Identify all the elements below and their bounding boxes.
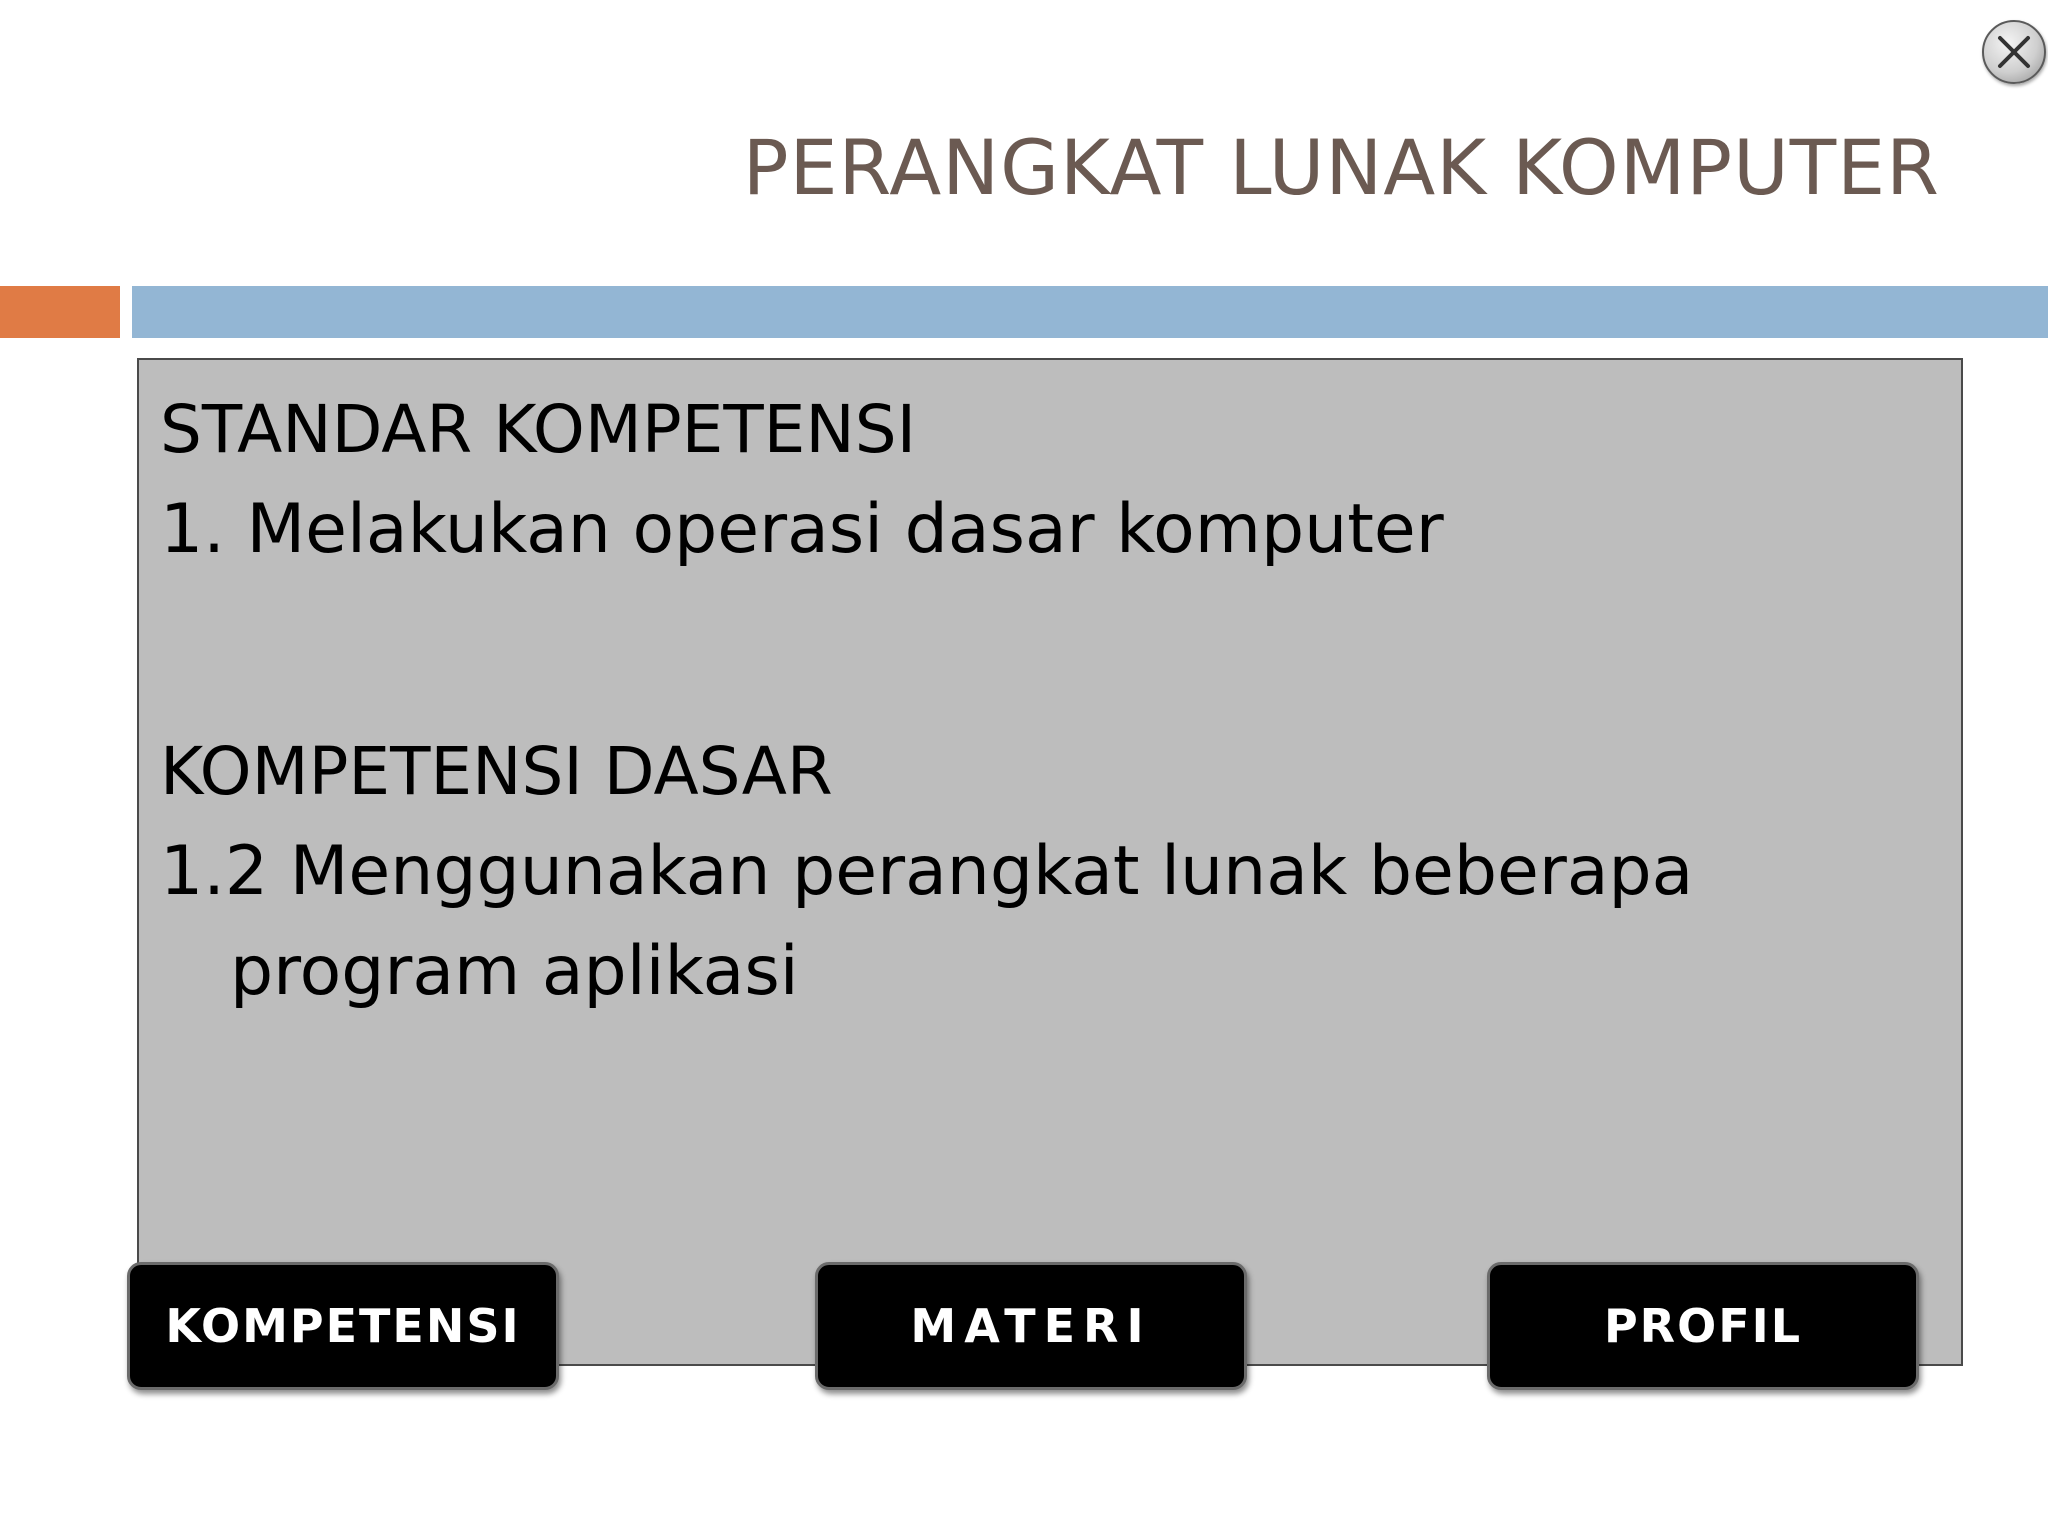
close-button[interactable] <box>1982 20 2046 84</box>
accent-bar-blue <box>132 286 2048 338</box>
accent-bar-orange <box>0 286 120 338</box>
close-icon <box>1984 22 2044 82</box>
materi-button[interactable]: MATERI <box>815 1262 1247 1390</box>
profil-button[interactable]: PROFIL <box>1487 1262 1919 1390</box>
standard-competency-item: 1. Melakukan operasi dasar komputer <box>160 490 1444 569</box>
basic-competency-heading: KOMPETENSI DASAR <box>160 733 833 810</box>
basic-competency-item-line2: program aplikasi <box>230 932 799 1011</box>
basic-competency-item-line1: 1.2 Menggunakan perangkat lunak beberapa <box>160 832 1694 911</box>
content-text <box>160 380 1940 1022</box>
standard-competency-heading: STANDAR KOMPETENSI <box>160 391 917 468</box>
slide-title: PERANGKAT LUNAK KOMPUTER <box>742 123 1940 212</box>
kompetensi-button[interactable]: KOMPETENSI <box>127 1262 559 1390</box>
spacer <box>160 580 1940 722</box>
